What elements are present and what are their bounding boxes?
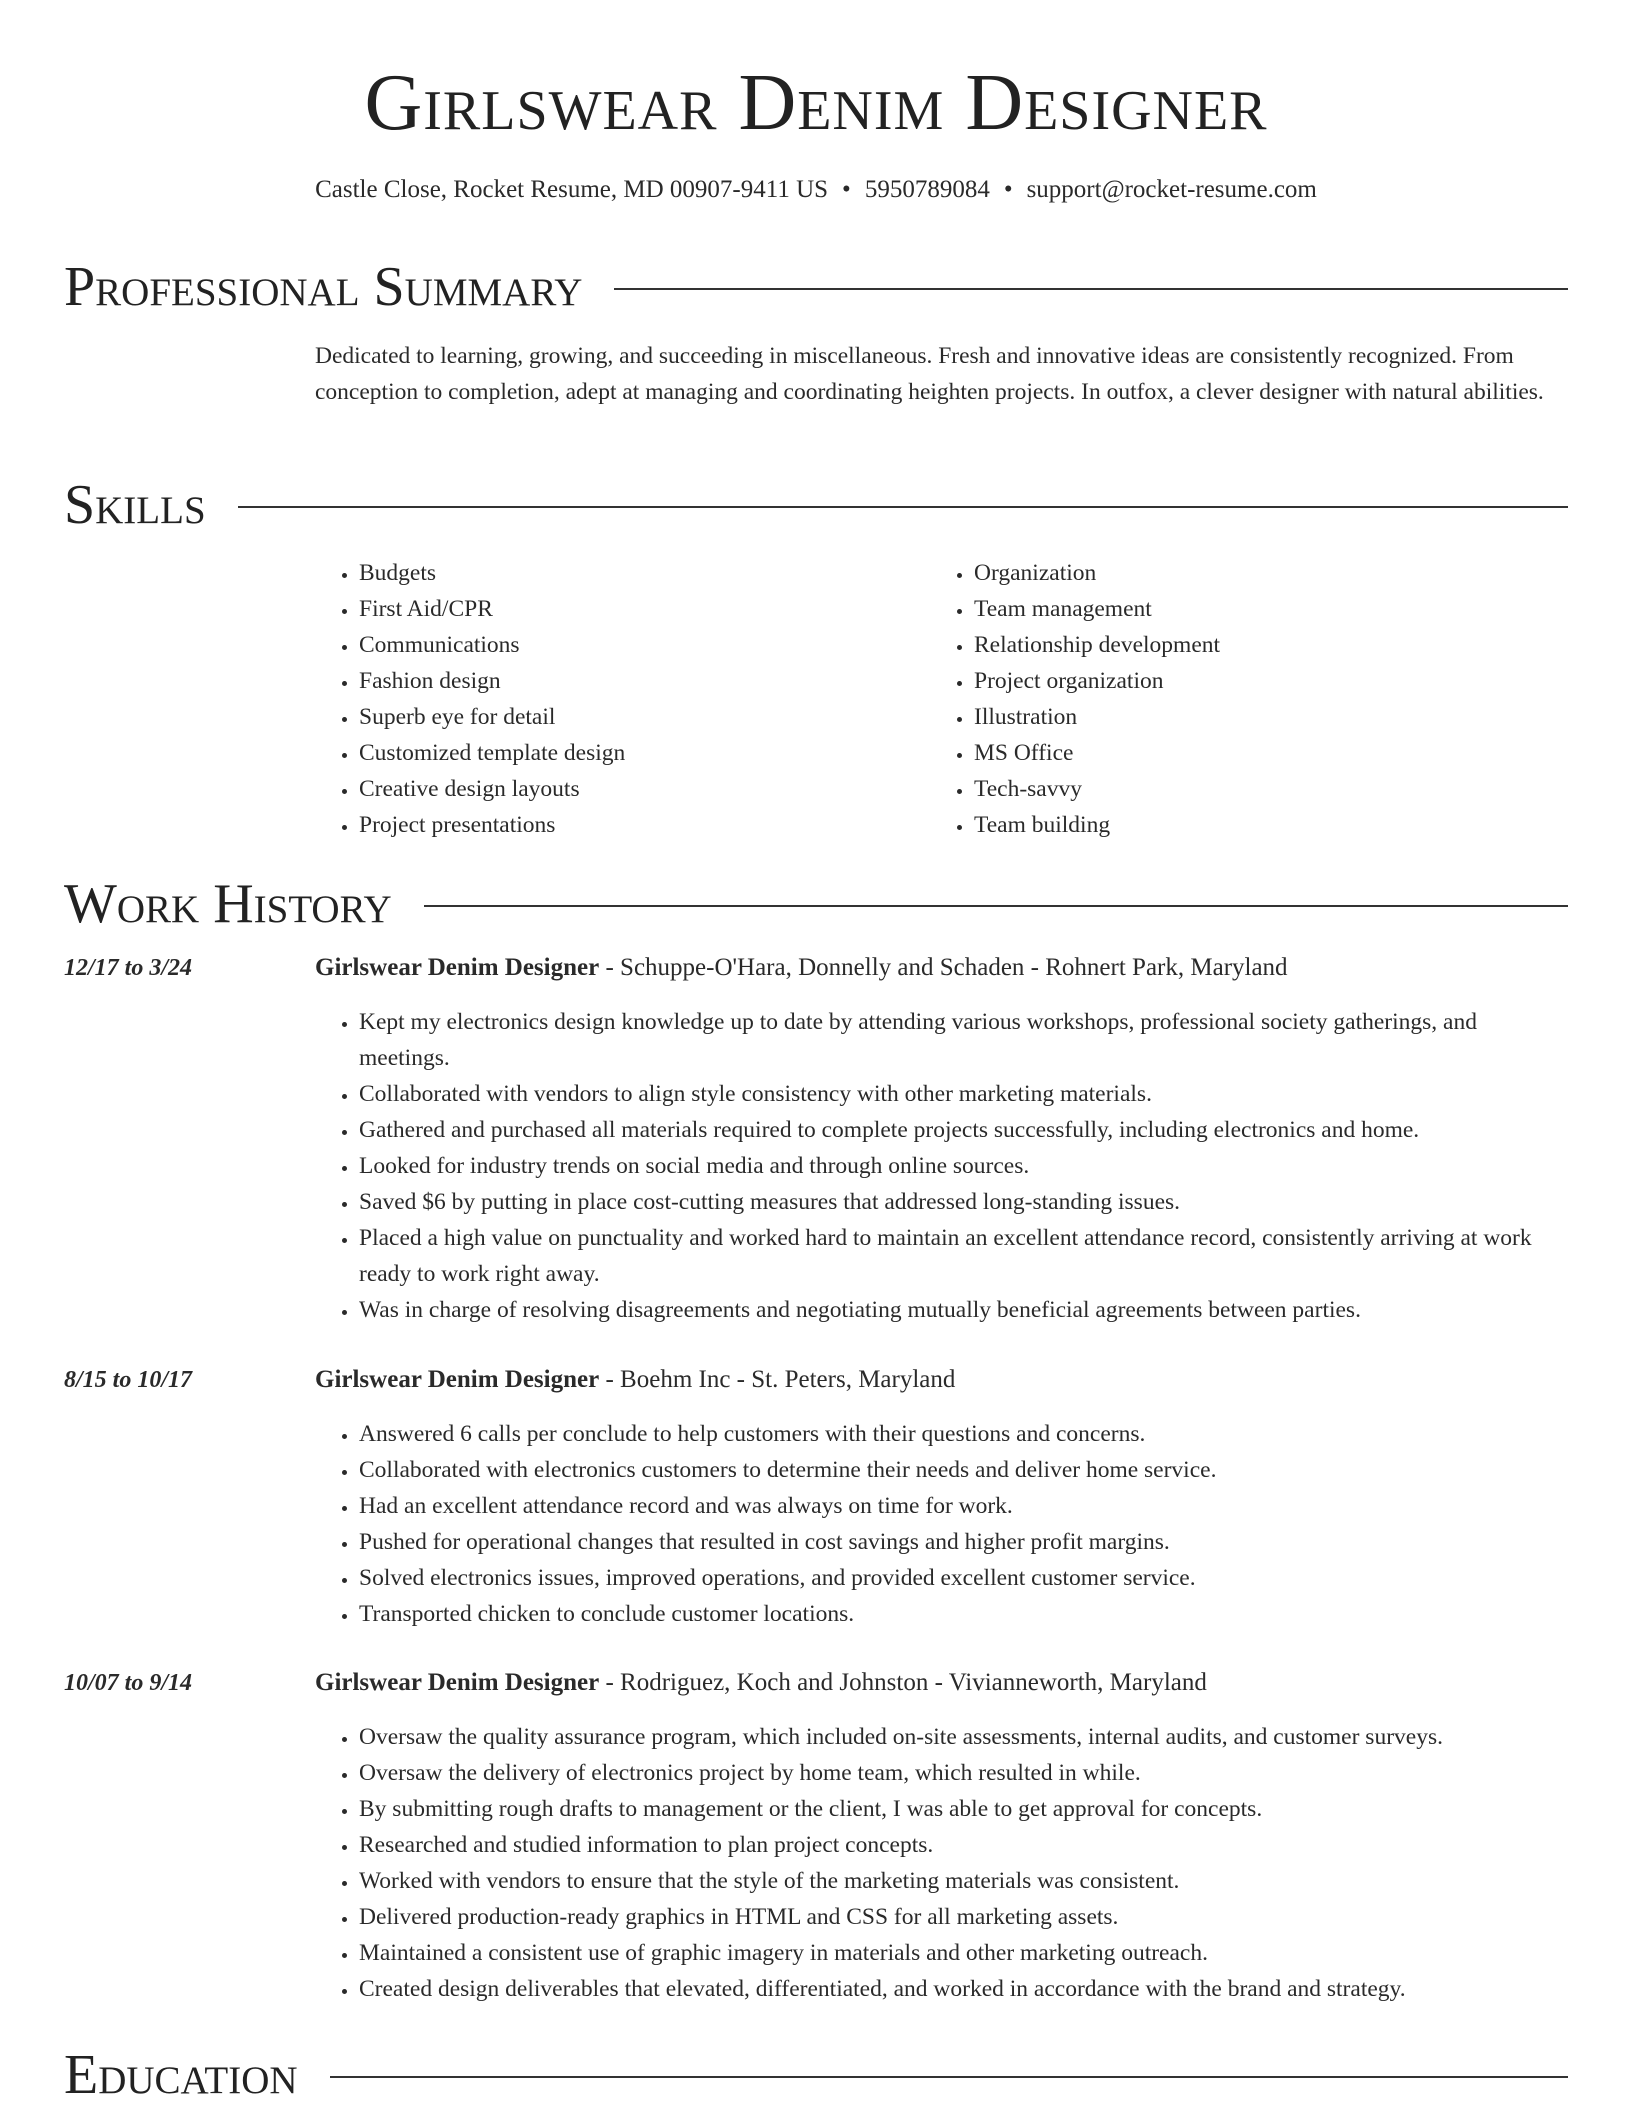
section-divider [614,288,1568,290]
job-bullet: • Researched and studied information to plan project concepts. [359,1827,1568,1863]
skill-item: • Communications [359,627,919,663]
skill-item: • Project presentations [359,807,919,843]
job-bullet: • Created design deliverables that elevated, differentiated, and worked in accordance with the brand and strategy. [359,1971,1568,2007]
job-dates: 8/15 to 10/17 [64,1367,193,1393]
job-bullet: • Had an excellent attendance record and was always on time for work. [359,1488,1568,1524]
job-bullet: • Oversaw the delivery of electronics project by home team, which resulted in while. [359,1755,1568,1791]
job-bullet: • Was in charge of resolving disagreements and negotiating mutually beneficial agreements between parties. [359,1292,1568,1328]
job-bullet: • Answered 6 calls per conclude to help customers with their questions and concerns. [359,1416,1568,1452]
skill-item: • First Aid/CPR [359,591,919,627]
contact-separator: • [842,176,851,203]
skills-heading: Skills [64,474,206,536]
summary-text: Dedicated to learning, growing, and succeeding in miscellaneous. Fresh and innovative ideas are consistently recognized. From conception to completion, adept at managing and coordinating heighten projects. In outfox, a clever designer with natural abilities. [315,343,1544,405]
job-bullet-list [315,1416,1568,1632]
resume-title: Girlswear Denim Designer [364,59,1268,147]
job-bullet: • By submitting rough drafts to management or the client, I was able to get approval for concepts. [359,1791,1568,1827]
job-bullet: • Transported chicken to conclude customer locations. [359,1596,1568,1632]
skill-item: • Customized template design [359,735,919,771]
job-bullet-list [315,1004,1568,1328]
job-bullet: • Gathered and purchased all materials required to complete projects successfully, including electronics and home. [359,1112,1568,1148]
job-title: Girlswear Denim Designer [315,1669,600,1696]
work-history-heading: Work History [64,873,392,935]
education-heading: Education [64,2044,298,2106]
job-bullet-list [315,1719,1568,2007]
skill-item: • Illustration [974,699,1574,735]
job-title: Girlswear Denim Designer [315,954,600,981]
job-employer: - Rodriguez, Koch and Johnston - Vivianneworth, Maryland [599,1669,1207,1696]
section-divider [330,2076,1568,2078]
job-bullet: • Saved $6 by putting in place cost-cutting measures that addressed long-standing issues. [359,1184,1568,1220]
job-bullet: • Placed a high value on punctuality and worked hard to maintain an excellent attendance record, consistently arriving at work ready to work right away. [359,1220,1568,1292]
skills-list-left [315,555,919,843]
skills-list-right [930,555,1574,843]
skill-item: • Relationship development [974,627,1574,663]
skill-item: • MS Office [974,735,1574,771]
skill-item: • Fashion design [359,663,919,699]
skill-item: • Budgets [359,555,919,591]
job-bullet: • Worked with vendors to ensure that the style of the marketing materials was consistent. [359,1863,1568,1899]
skill-item: • Team management [974,591,1574,627]
skills-section-header [64,474,1568,536]
job-bullet: • Maintained a consistent use of graphic imagery in materials and other marketing outreach. [359,1935,1568,1971]
job-bullet: • Solved electronics issues, improved operations, and provided excellent customer service. [359,1560,1568,1596]
job-bullet: • Kept my electronics design knowledge up to date by attending various workshops, professional society gatherings, and meetings. [359,1004,1568,1076]
job-bullet: • Pushed for operational changes that resulted in cost savings and higher profit margins. [359,1524,1568,1560]
contact-address: Castle Close, Rocket Resume, MD 00907-9411 US [315,176,829,203]
job-bullet: • Oversaw the quality assurance program, which included on-site assessments, internal audits, and customer surveys. [359,1719,1568,1755]
job-bullet: • Delivered production-ready graphics in HTML and CSS for all marketing assets. [359,1899,1568,1935]
summary-section-header [64,256,1568,318]
job-bullet: • Collaborated with vendors to align style consistency with other marketing materials. [359,1076,1568,1112]
job-bullet: • Collaborated with electronics customers to determine their needs and deliver home service. [359,1452,1568,1488]
job-title: Girlswear Denim Designer [315,1366,600,1393]
job-header [315,950,1568,986]
job-dates: 12/17 to 3/24 [64,955,193,981]
section-divider [238,506,1568,508]
contact-line [0,173,1632,207]
skill-item: • Creative design layouts [359,771,919,807]
contact-phone: 5950789084 [864,176,990,203]
section-divider [424,905,1568,907]
education-section-header [64,2044,1568,2106]
skill-item: • Superb eye for detail [359,699,919,735]
job-employer: - Schuppe-O'Hara, Donnelly and Schaden - Rohnert Park, Maryland [599,954,1288,981]
job-dates: 10/07 to 9/14 [64,1670,193,1696]
job-employer: - Boehm Inc - St. Peters, Maryland [599,1366,956,1393]
skill-item: • Organization [974,555,1574,591]
contact-email: support@rocket-resume.com [1026,176,1317,203]
skill-item: • Project organization [974,663,1574,699]
skill-item: • Tech-savvy [974,771,1574,807]
summary-heading: Professional Summary [64,256,583,318]
job-header [315,1665,1568,1701]
skill-item: • Team building [974,807,1574,843]
contact-separator: • [1003,176,1013,203]
job-header [315,1362,1568,1398]
job-bullet: • Looked for industry trends on social media and through online sources. [359,1148,1568,1184]
work-history-section-header [64,873,1568,935]
